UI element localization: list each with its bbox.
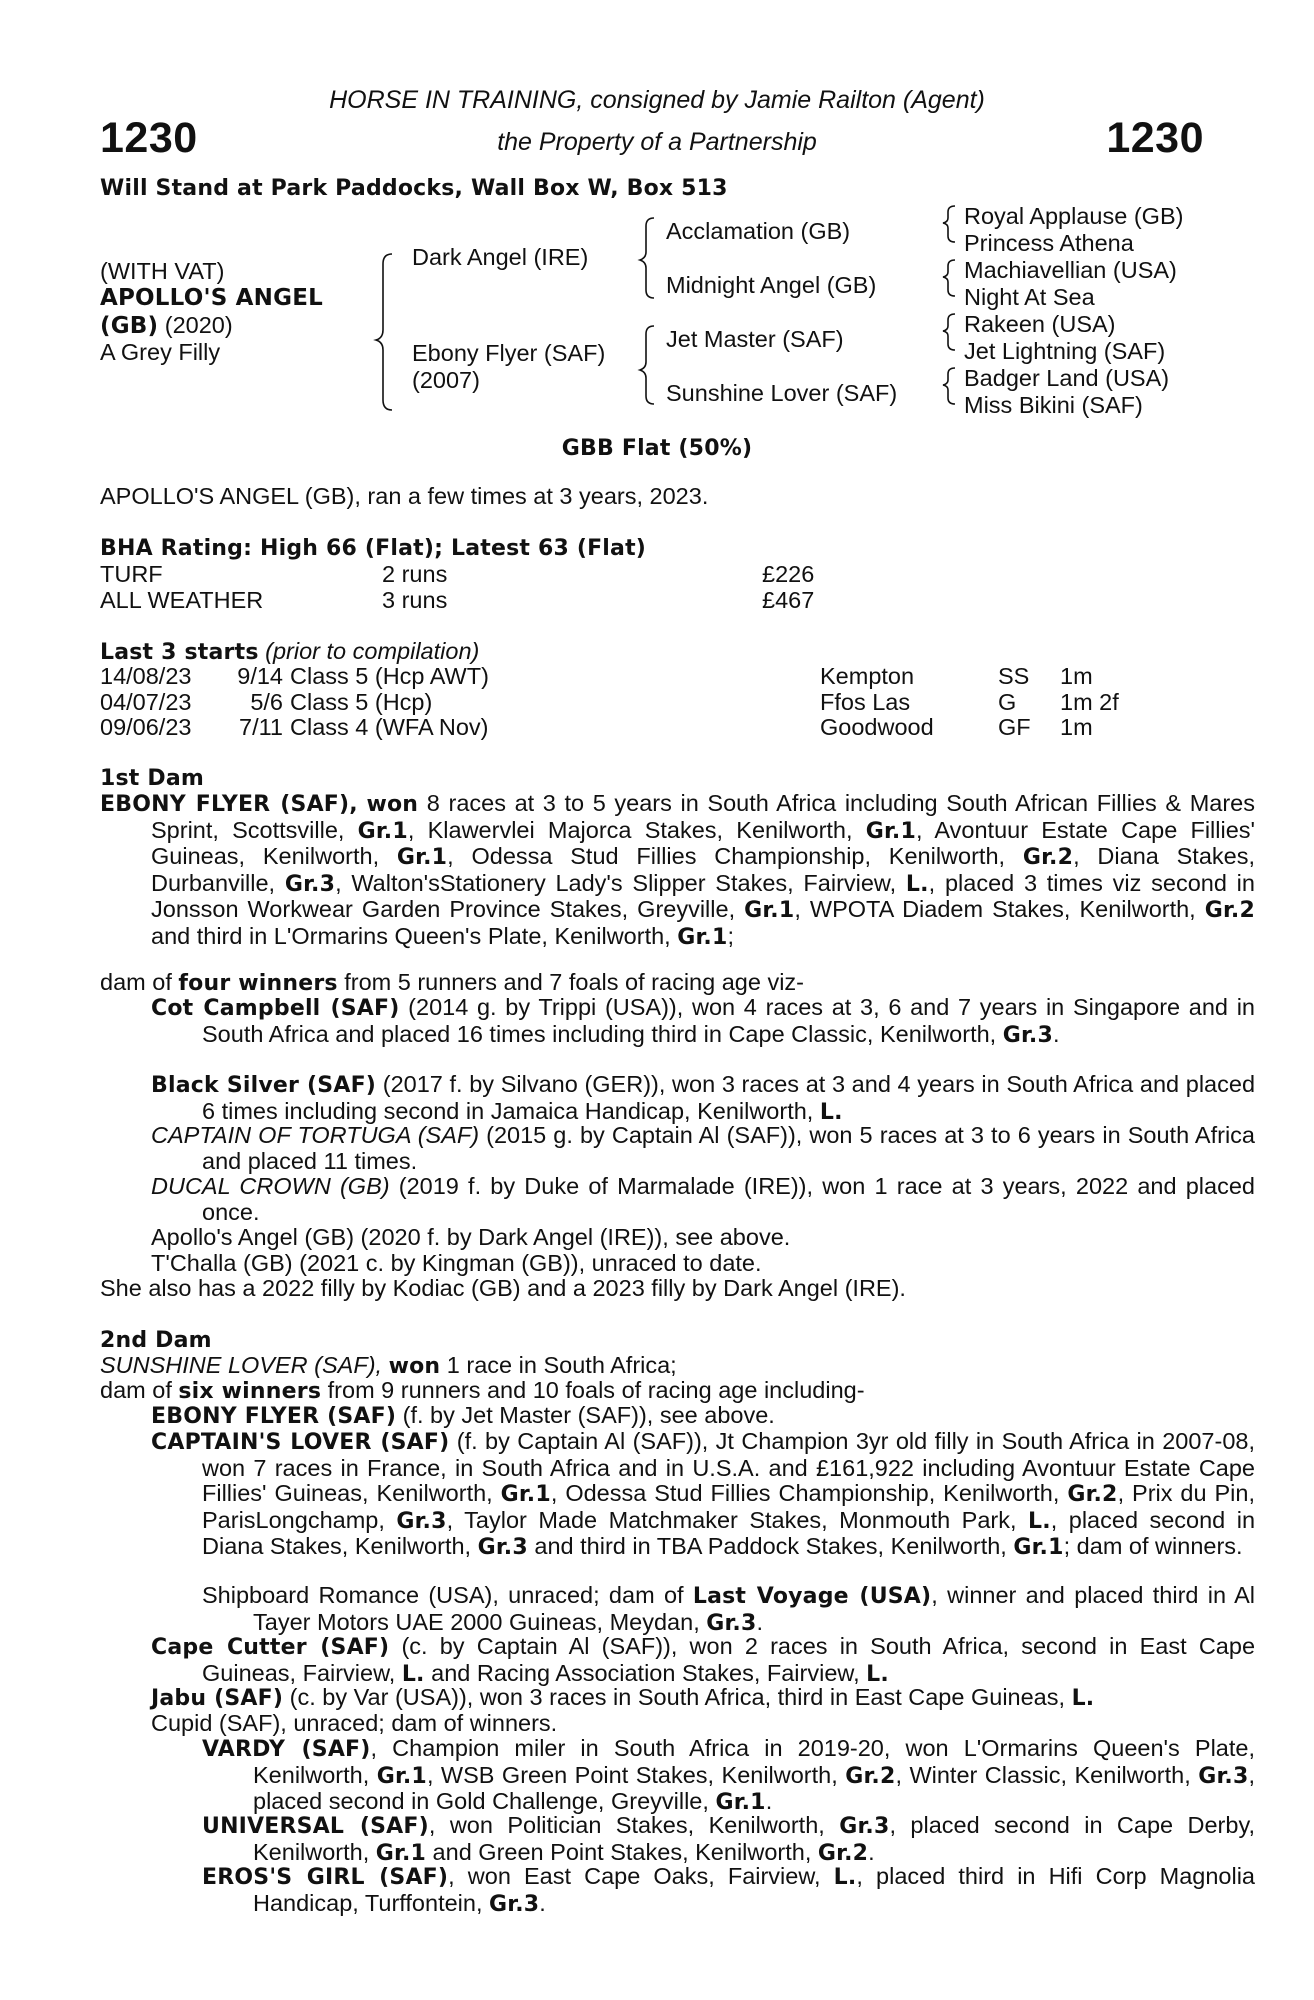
pedigree-sire-dam: Midnight Angel (GB) xyxy=(666,272,877,298)
second-dam-record xyxy=(100,1353,1204,1380)
pedigree-g3-7: Badger Land (USA) xyxy=(964,365,1170,391)
horse-name: APOLLO'S ANGEL xyxy=(100,285,323,311)
grade-badge: Gr.3 xyxy=(396,1508,447,1534)
pedigree-dam-year: (2007) xyxy=(412,367,480,393)
pedigree-dam: Ebony Flyer (SAF) xyxy=(412,340,606,366)
offspring-text: (2015 g. by Captain Al (SAF)), won 5 races at 3 to 6 years in South Africa and placed 11 times. xyxy=(202,1122,1255,1174)
record-text: , placed third in Hifi Corp Magnolia Handicap, Turffontein, xyxy=(253,1863,1255,1916)
produce-vardy xyxy=(202,1736,1255,1816)
starts-note: (prior to compilation) xyxy=(265,638,480,664)
grade-badge: Gr.1 xyxy=(715,1790,766,1816)
grade-badge: L. xyxy=(833,1865,857,1890)
offspring-text: (2017 f. by Silvano (GER)), won 3 races at 3 and 4 years in South Africa and placed 6 times including second in Jamaica Handicap, Kenilworth, xyxy=(202,1071,1256,1124)
start-dist: 1m 2f xyxy=(1060,688,1119,715)
first-dam-dam-of xyxy=(100,970,1204,997)
grade-badge: Gr.1 xyxy=(375,1840,427,1866)
grade-badge: Gr.3 xyxy=(1198,1763,1249,1789)
second-dam-heading: 2nd Dam xyxy=(100,1328,212,1353)
grade-badge: Gr.1 xyxy=(744,898,795,924)
record-text: , placed second in Gold Challenge, Greyville, xyxy=(253,1761,1255,1815)
dam-of-count: four winners xyxy=(178,971,338,996)
pedigree-g3-2: Princess Athena xyxy=(964,230,1134,256)
grade-badge: Gr.1 xyxy=(1013,1535,1064,1561)
first-dam-name: EBONY FLYER (SAF), xyxy=(100,792,358,817)
grade-badge: Gr.3 xyxy=(477,1535,528,1561)
offspring-name: CAPTAIN OF TORTUGA (SAF) xyxy=(151,1122,480,1148)
offspring-black-silver xyxy=(151,1072,1255,1125)
grade-badge: Gr.1 xyxy=(677,924,728,950)
lot-number-right: 1230 xyxy=(1106,114,1204,162)
offspring-text: Apollo's Angel (GB) (2020 f. by Dark Angel (IRE)), see above. xyxy=(151,1224,791,1250)
offspring-text: (2019 f. by Duke of Marmalade (IRE)), won 1 race at 3 years, 2022 and placed once. xyxy=(202,1173,1255,1225)
start-race: Class 5 (Hcp) xyxy=(290,688,433,715)
rating-runs: 2 runs xyxy=(382,561,448,587)
offspring-name: Black Silver (SAF) xyxy=(151,1073,377,1098)
race-summary: APOLLO'S ANGEL (GB), ran a few times at 3 years, 2023. xyxy=(100,483,709,509)
offspring-cot-campbell xyxy=(151,995,1255,1048)
record-text: , won East Cape Oaks, Fairview, xyxy=(448,1863,834,1889)
grade-badge: Gr.2 xyxy=(1067,1482,1118,1508)
sibling-produce-name: Last Voyage (USA) xyxy=(692,1584,932,1609)
record-text: ; dam of winners. xyxy=(1063,1533,1243,1560)
sibling-ebony-flyer xyxy=(151,1403,1255,1430)
record-text: , Odessa Stud Fillies Championship, Kenilworth, xyxy=(550,1480,1068,1507)
grade-badge: Gr.3 xyxy=(706,1610,757,1636)
dam-of-suffix: from 9 runners and 10 foals of racing age including- xyxy=(321,1377,865,1403)
pedigree-g3-4: Night At Sea xyxy=(964,284,1095,310)
produce-universal xyxy=(202,1813,1255,1866)
sibling-name: Jabu (SAF) xyxy=(151,1686,284,1711)
start-going: G xyxy=(998,688,1017,715)
produce-name: UNIVERSAL (SAF) xyxy=(202,1814,429,1839)
start-pos: 9/14 xyxy=(237,663,283,689)
first-dam-won: won xyxy=(366,792,419,817)
grade-badge: Gr.3 xyxy=(489,1891,540,1917)
record-text: , placed second in Diana Stakes, Kenilworth, xyxy=(202,1506,1256,1560)
produce-eros-girl xyxy=(202,1864,1255,1917)
record-text: . xyxy=(868,1838,875,1865)
record-text: , Champion miler in South Africa in 2019-20, won L'Ormarins Queen's Plate, Kenilworth, xyxy=(253,1735,1255,1788)
start-going: SS xyxy=(998,663,1030,689)
first-dam-also: She also has a 2022 filly by Kodiac (GB) and a 2023 filly by Dark Angel (IRE). xyxy=(100,1275,906,1301)
grade-badge: Gr.1 xyxy=(376,1763,427,1789)
pedigree-g3-3: Machiavellian (USA) xyxy=(964,257,1177,283)
record-text: , Diana Stakes, Durbanville, xyxy=(151,843,1255,896)
start-dist: 1m xyxy=(1060,714,1093,741)
horse-country: (GB) xyxy=(100,313,159,339)
record-text: , Walton'sStationery Lady's Slipper Stakes, Fairview, xyxy=(335,869,906,896)
pedigree-sire-sire: Acclamation (GB) xyxy=(666,218,851,244)
record-text: , Prix du Pin, ParisLongchamp, xyxy=(202,1480,1255,1533)
pedigree-g3-6: Jet Lightning (SAF) xyxy=(964,338,1166,364)
dam-of-count: six winners xyxy=(178,1379,322,1404)
start-date: 04/07/23 xyxy=(100,688,192,715)
record-text: , WPOTA Diadem Stakes, Kenilworth, xyxy=(794,896,1205,923)
second-dam-won: won xyxy=(388,1354,441,1379)
record-text: and Green Point Stakes, Kenilworth, xyxy=(426,1838,818,1865)
pedigree-g3-8: Miss Bikini (SAF) xyxy=(964,392,1143,418)
grade-badge: Gr.2 xyxy=(817,1840,869,1866)
dam-of-prefix: dam of xyxy=(100,1377,179,1403)
grade-badge: Gr.1 xyxy=(357,818,408,844)
start-course: Ffos Las xyxy=(820,688,911,715)
grade-badge: L. xyxy=(1027,1508,1051,1534)
start-course: Goodwood xyxy=(820,714,934,741)
start-date: 14/08/23 xyxy=(100,663,192,689)
record-text: . xyxy=(539,1889,546,1916)
stand-line: Will Stand at Park Paddocks, Wall Box W, Box 513 xyxy=(100,176,728,201)
sibling-jabu xyxy=(151,1685,1255,1712)
sibling-cape-cutter xyxy=(151,1634,1255,1687)
record-text: , won Politician Stakes, Kenilworth, xyxy=(428,1812,840,1838)
grade-badge: Gr.3 xyxy=(839,1814,890,1839)
offspring-name: Cot Campbell (SAF) xyxy=(151,996,400,1021)
grade-badge: L. xyxy=(866,1661,889,1687)
starts-heading-line xyxy=(100,638,479,665)
record-text: ; xyxy=(727,922,735,949)
record-text: (f. by Captain Al (SAF)), Jt Champion 3yr old filly in South Africa in 2007-08, won 7 races in France, in South Africa and in U.S.A. and £161,922 including Avontuur Estate Cape Fillies' Guineas, Kenilworth, xyxy=(202,1428,1255,1507)
record-text: , Odessa Stud Fillies Championship, Kenilworth, xyxy=(447,843,1023,870)
lot-number-left: 1230 xyxy=(100,114,198,162)
consignor-line: HORSE IN TRAINING, consigned by Jamie Railton (Agent) xyxy=(329,86,985,114)
start-race: Class 4 (WFA Nov) xyxy=(290,714,489,741)
grade-badge: Gr.1 xyxy=(396,845,448,871)
grade-badge: Gr.2 xyxy=(1204,898,1255,924)
rating-runs: 3 runs xyxy=(382,587,448,613)
sibling-name: EBONY FLYER (SAF) xyxy=(151,1404,397,1429)
grade-badge: L. xyxy=(905,871,929,897)
produce-name: EROS'S GIRL (SAF) xyxy=(202,1865,449,1890)
offspring-text: T'Challa (GB) (2021 c. by Kingman (GB)), unraced to date. xyxy=(151,1250,762,1276)
start-race: Class 5 (Hcp AWT) xyxy=(290,663,489,689)
sibling-name: CAPTAIN'S LOVER (SAF) xyxy=(151,1430,450,1455)
record-text: , Klawervlei Majorca Stakes, Kenilworth, xyxy=(407,816,866,843)
start-pos: 7/11 xyxy=(239,714,283,741)
pedigree-sire: Dark Angel (IRE) xyxy=(412,244,589,270)
record-text: 8 races at 3 to 5 years in South Africa including South African Fillies & Mares Sprint, Scottsville, xyxy=(151,790,1255,843)
offspring-captain-of-tortuga xyxy=(151,1123,1255,1174)
grade-badge: Gr.2 xyxy=(845,1763,896,1789)
horse-year: (2020) xyxy=(164,312,233,338)
start-dist: 1m xyxy=(1060,663,1093,689)
grade-badge: Gr.2 xyxy=(1022,845,1074,871)
record-text: , placed second in Cape Derby, Kenilworth, xyxy=(253,1812,1255,1865)
record-text: , WSB Green Point Stakes, Kenilworth, xyxy=(426,1761,846,1788)
sibling-text: , winner and placed third in Al Tayer Motors UAE 2000 Guineas, Meydan, xyxy=(253,1582,1255,1635)
horse-description: A Grey Filly xyxy=(100,339,221,365)
record-text: , Winter Classic, Kenilworth, xyxy=(895,1761,1199,1788)
offspring-text: (2014 g. by Trippi (USA)), won 4 races at 3, 6 and 7 years in Singapore and in South Africa and placed 16 times including third in Cape Classic, Kenilworth, xyxy=(202,994,1255,1047)
record-text: , Taylor Made Matchmaker Stakes, Monmouth Park, xyxy=(446,1506,1028,1533)
pedigree-dam-sire: Jet Master (SAF) xyxy=(666,326,844,352)
record-text: , Avontuur Estate Cape Fillies' Guineas, Kenilworth, xyxy=(151,816,1256,870)
dam-of-suffix: from 5 runners and 7 foals of racing age viz- xyxy=(337,969,805,995)
gbb-line: GBB Flat (50%) xyxy=(561,436,753,461)
property-line: the Property of a Partnership xyxy=(497,128,817,156)
grade-badge: Gr.1 xyxy=(500,1482,551,1508)
record-text: , placed 3 times viz second in Jonsson Workwear Garden Province Stakes, Greyville, xyxy=(151,869,1255,923)
sibling-text: Shipboard Romance (USA), unraced; dam of xyxy=(202,1582,693,1608)
grade-badge: Gr.3 xyxy=(1002,1022,1053,1048)
second-dam-dam-of xyxy=(100,1378,1204,1405)
sibling-end: . xyxy=(756,1608,764,1635)
offspring-end: . xyxy=(1052,1020,1060,1047)
second-dam-won-text: 1 race in South Africa; xyxy=(440,1352,677,1378)
start-date: 09/06/23 xyxy=(100,714,192,741)
starts-heading: Last 3 starts xyxy=(100,640,259,665)
pedigree-dam-dam: Sunshine Lover (SAF) xyxy=(666,380,898,406)
offspring-tchalla xyxy=(151,1251,1255,1277)
grade-badge: L. xyxy=(401,1661,425,1687)
first-dam-record xyxy=(100,791,1255,951)
start-pos: 5/6 xyxy=(250,688,283,715)
grade-badge: L. xyxy=(1071,1686,1095,1711)
sibling-text: and Racing Association Stakes, Fairview, xyxy=(424,1659,867,1686)
sibling-captains-lover xyxy=(151,1429,1255,1561)
produce-name: VARDY (SAF) xyxy=(202,1737,371,1762)
offspring-ducal-crown xyxy=(151,1174,1255,1225)
sibling-text: (f. by Jet Master (SAF)), see above. xyxy=(396,1402,775,1428)
pedigree-g3-5: Rakeen (USA) xyxy=(964,311,1116,337)
sibling-cupid xyxy=(151,1711,1255,1737)
sibling-text: (c. by Captain Al (SAF)), won 2 races in South Africa, second in East Cape Guineas, Fairview, xyxy=(202,1633,1256,1686)
rating-prize: £226 xyxy=(762,561,815,587)
record-text: and third in L'Ormarins Queen's Plate, Kenilworth, xyxy=(151,922,678,949)
start-course: Kempton xyxy=(820,663,915,689)
offspring-name: DUCAL CROWN (GB) xyxy=(151,1173,390,1199)
dam-of-prefix: dam of xyxy=(100,969,179,995)
sibling-text: (c. by Var (USA)), won 3 races in South Africa, third in East Cape Guineas, xyxy=(283,1684,1072,1710)
sibling-name: Cape Cutter (SAF) xyxy=(151,1635,390,1660)
vat-note: (WITH VAT) xyxy=(100,258,225,284)
sibling-shipboard-romance xyxy=(202,1583,1255,1636)
sibling-text: Cupid (SAF), unraced; dam of winners. xyxy=(151,1710,558,1736)
rating-heading: BHA Rating: High 66 (Flat); Latest 63 (Flat) xyxy=(100,536,647,561)
rating-surface: ALL WEATHER xyxy=(100,587,264,613)
rating-surface: TURF xyxy=(100,561,163,587)
record-text: . xyxy=(765,1788,773,1815)
grade-badge: L. xyxy=(819,1099,843,1125)
grade-badge: Gr.3 xyxy=(284,871,336,897)
second-dam-name: SUNSHINE LOVER (SAF), xyxy=(100,1352,383,1378)
rating-prize: £467 xyxy=(762,587,815,613)
grade-badge: Gr.1 xyxy=(865,818,916,844)
pedigree-g3-1: Royal Applause (GB) xyxy=(964,203,1184,229)
offspring-apollos-angel xyxy=(151,1225,1255,1251)
start-going: GF xyxy=(998,714,1031,741)
first-dam-heading: 1st Dam xyxy=(100,766,205,791)
record-text: and third in TBA Paddock Stakes, Kenilworth, xyxy=(527,1533,1014,1560)
